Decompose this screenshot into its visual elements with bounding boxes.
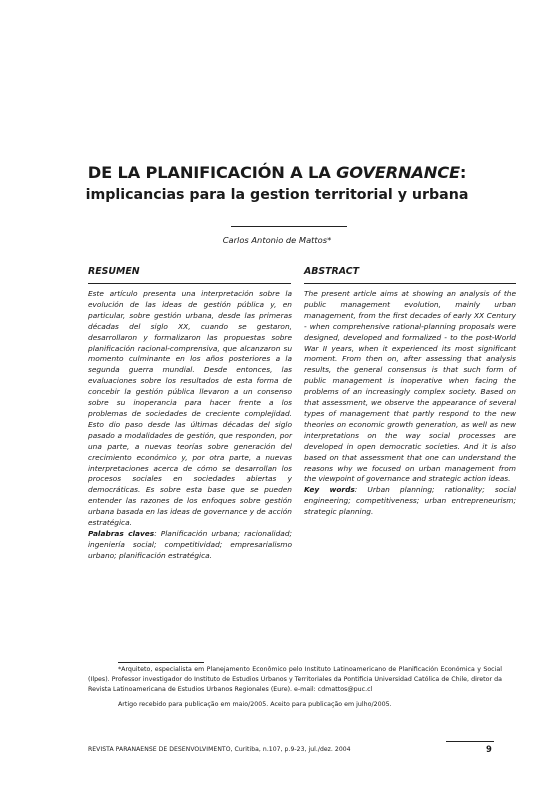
footnote-divider <box>118 662 204 663</box>
title-divider <box>231 226 347 227</box>
author-footnote <box>88 665 502 710</box>
page-number: 9 <box>486 744 492 754</box>
abstract-heading: ABSTRACT <box>304 266 360 277</box>
resumen-keywords-label: Palabras claves <box>88 528 155 538</box>
resumen-heading-rule <box>88 283 291 284</box>
article-subtitle: implicancias para la gestion territorial y urbana <box>85 187 469 203</box>
abstract-column <box>304 266 520 518</box>
title-italic-term: GOVERNANCE <box>336 163 460 182</box>
footnote-text: *Arquiteto, especialista em Planejamento Econômico pelo Instituto Latinoamericano de Planificación Económica y Social (Ilpes). Professor investigador do Instituto de Estudios Urbanos y Territoriales da Pontificia Universidad Católica de Chile, diretor da Revista Latinoamericana de Estudios Urbanos Regionales (Eure). e-mail: cdmattos@puc.cl <box>88 666 502 693</box>
resumen-column <box>88 266 304 562</box>
abstract-keywords: Key words: Urban planning; rationality; social engineering; competitiveness; urban entrepreneurism; strategic planning. <box>304 485 516 517</box>
author-name: Carlos Antonio de Mattos* <box>222 235 332 245</box>
article-title: DE LA PLANIFICACIÓN A LA GOVERNANCE: <box>87 163 467 182</box>
resumen-heading: RESUMEN <box>88 266 140 277</box>
abstract-heading-rule <box>304 283 516 284</box>
title-block <box>60 163 494 205</box>
received-note: Artigo recebido para publicação em maio/2005. Aceito para publicação em julho/2005. <box>118 701 392 708</box>
resumen-keywords: Palabras claves: Planificación urbana; racionalidad; ingeniería social; competitividad; empresarialismo urbano; planificación estratégica. <box>88 528 292 560</box>
footer-divider <box>446 741 494 742</box>
abstract-body: The present article aims at showing an analysis of the public management evolution, mainly urban management, from the first decades of early XX Century - when comprehensive rational-planning proposals were designed, developed and formalized - to the post-World War II years, when it experienced its most significant moment. From then on, after assessing that analysis results, the general consensus is that such form of public management is inoperative when facing the problems of an increasingly complex society. Based on that assessment, we observe the appearance of several types of management that partly respond to the new theories on economic growth generation, as well as new interpretations on the way social processes are developed in open democratic societies. And it is also based on that assessment that one can understand the reasons why we focused on urban management from the viewpoint of governance and strategic action ideas. <box>304 289 516 484</box>
abstract-keywords-label: Key words <box>304 485 355 495</box>
resumen-body: Este artículo presenta una interpretación sobre la evolución de las ideas de gestión pública y, en particular, sobre gestión urbana, desde las primeras décadas del siglo XX, cuando se gestaron, desarrollaron y formalizaron las propuestas sobre planificación racional-comprensiva, que alcanzaron su momento culminante en los años posteriores a la segunda guerra mundial. Desde entonces, las evaluaciones sobre los resultados de esta forma de concebir la gestión pública llevaron a un consenso sobre su inoperancia para hacer frente a los problemas de sociedades de creciente complejidad. Esto dio paso desde las últimas décadas del siglo pasado a modalidades de gestión, que responden, por una parte, a nuevas teorías sobre generación del crecimiento económico y, por otra parte, a nuevas interpretaciones acerca de cómo se desarrollan los procesos sociales en sociedades abiertas y democráticas. Es sobre esta base que se pueden entender las razones de los enfoques sobre gestión urbana basada en las ideas de governance y de acción estratégica. <box>88 289 292 528</box>
journal-citation: REVISTA PARANAENSE DE DESENVOLVIMENTO, Curitiba, n.107, p.9-23, jul./dez. 2004 <box>88 746 351 753</box>
